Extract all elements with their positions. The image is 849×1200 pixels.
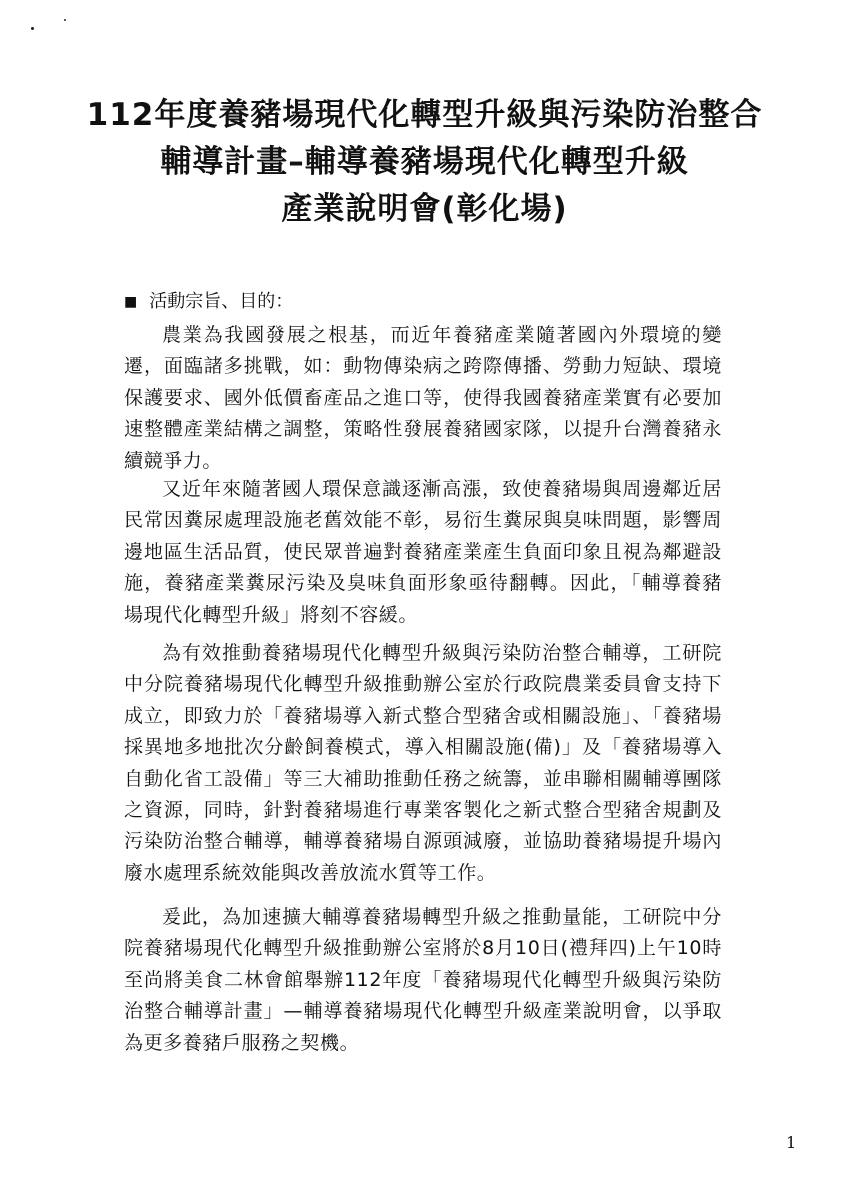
paragraph-background: 農業為我國發展之根基，而近年養豬產業隨著國內外環境的變遷，面臨諸多挑戰，如：動物傳染病之跨際傳播、勞動力短缺、環境保護要求、國外低價畜產品之進口等，使得我國養豬產業實有必要加速整體產業結構之調整，策略性發展養豬國家隊，以提升台灣養豬永續競爭力。 bbox=[124, 324, 722, 472]
scan-speck bbox=[64, 19, 66, 21]
document-title bbox=[60, 92, 789, 233]
title-line-3: 產業說明會(彰化場) bbox=[281, 191, 568, 227]
page-number: 1 bbox=[786, 1133, 797, 1152]
paragraph-event: 爰此，為加速擴大輔導養豬場轉型升級之推動量能，工研院中分院養豬場現代化轉型升級推動辦公室將於8月10日(禮拜四)上午10時至尚將美食二林會館舉辦112年度「養豬場現代化轉型升級與污染防治整合輔導計畫」—輔導養豬場現代化轉型升級產業說明會，以爭取為更多養豬戶服務之契機。 bbox=[124, 906, 722, 1054]
title-line-2: 輔導計畫–輔導養豬場現代化轉型升級 bbox=[160, 144, 689, 180]
title-line-1: 112年度養豬場現代化轉型升級與污染防治整合 bbox=[86, 97, 763, 133]
paragraph-environment: 又近年來隨著國人環保意識逐漸高漲，致使養豬場與周邊鄰近居民常因糞尿處理設施老舊效能不彰，易衍生糞尿與臭味問題，影響周邊地區生活品質，使民眾普遍對養豬產業產生負面印象且視為鄰避設施，養豬產業糞尿污染及臭味負面形象亟待翻轉。因此，「輔導養豬場現代化轉型升級」將刻不容緩。 bbox=[124, 478, 722, 626]
scan-speck bbox=[31, 27, 34, 30]
section-heading-text: 活動宗旨、目的： bbox=[149, 291, 294, 312]
paragraph-office: 為有效推動養豬場現代化轉型升級與污染防治整合輔導，工研院中分院養豬場現代化轉型升級推動辦公室於行政院農業委員會支持下成立，即致力於「養豬場導入新式整合型豬舍或相關設施」、「養豬場採異地多地批次分齡飼養模式，導入相關設施(備)」及「養豬場導入自動化省工設備」等三大補助推動任務之統籌，並串聯相關輔導團隊之資源，同時，針對養豬場進行專業客製化之新式整合型豬舍規劃及污染防治整合輔導，輔導養豬場自源頭減廢，並協助養豬場提升場內廢水處理系統效能與改善放流水質等工作。 bbox=[124, 642, 722, 884]
square-bullet-icon: ■ bbox=[124, 294, 138, 310]
section-heading bbox=[124, 288, 293, 316]
